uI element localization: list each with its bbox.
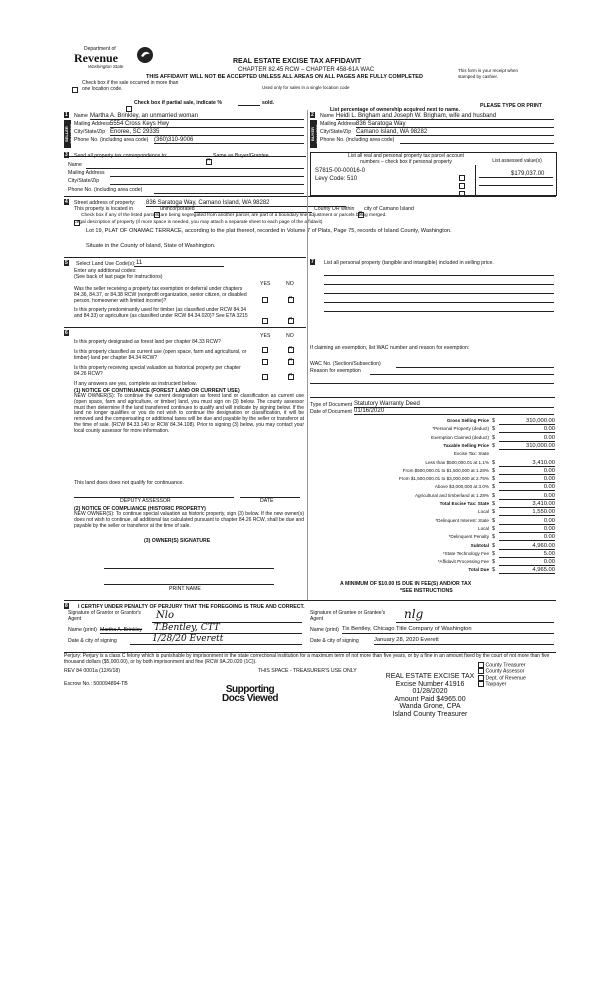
continuance-title: (1) NOTICE OF CONTINUANCE (FOREST LAND OR CURRENT USE) [74, 388, 240, 394]
tax-row-label: Local [478, 509, 489, 515]
tax-row-dollar: $ [492, 525, 495, 532]
located-label: This property is located in [74, 206, 134, 212]
additional-codes-label: Enter any additional codes: [74, 268, 137, 274]
buyer-mail[interactable]: 836 Saratoga Way [356, 121, 406, 127]
tax-row-amount[interactable]: 0.00 [499, 526, 555, 533]
corr-city-label: City/State/Zip [68, 178, 100, 184]
reason-field[interactable] [370, 374, 554, 375]
seller-mail-label: Mailing Address [74, 121, 111, 127]
tax-row-amount[interactable]: 5.00 [499, 551, 555, 558]
seller-phone-label: Phone No. (including area code) [74, 137, 149, 143]
corr-city-field[interactable] [110, 184, 304, 185]
print-note: PLEASE TYPE OR PRINT [480, 103, 542, 109]
grantee-date-label: Date & city of signing [310, 638, 359, 644]
tax-row-dollar: $ [492, 459, 495, 466]
land-use-section [64, 257, 306, 328]
parcel-list-label: List all real and personal property tax parcel account numbers – check box if personal property [348, 153, 464, 165]
buyer-mail-label: Mailing Address [320, 121, 357, 127]
tax-row-dollar: $ [492, 559, 495, 566]
s6-q3-no[interactable] [288, 368, 294, 386]
tax-row-dollar: $ [492, 484, 495, 491]
tax-row-label: Total Excise Tax: State [439, 501, 489, 506]
tax-row [310, 426, 555, 434]
grantor-date-label: Date & city of signing [68, 638, 117, 644]
tax-row-label: *Personal Property (deduct) [432, 426, 489, 432]
corr-name-label: Name [68, 162, 82, 168]
personal-property-section [310, 257, 555, 397]
seller-phone[interactable]: (360)310-9006 [154, 137, 194, 143]
tax-row-label: *State Technology Fee [442, 550, 489, 556]
personal-property-label: List all personal property (tangible and intangible) included in selling price. [324, 260, 494, 266]
tax-row-amount[interactable]: 4,965.00 [499, 567, 555, 574]
certification-section-number: 8 [65, 603, 68, 609]
pp-line-5[interactable] [324, 311, 554, 312]
tax-row-amount[interactable]: 4,960.00 [499, 543, 555, 550]
tax-row-label: Local [478, 525, 489, 531]
tax-row-label: *Delinquent Interest: State [435, 517, 489, 523]
copy-item: Dept. of Revenue [478, 675, 558, 681]
treasurer-space: THIS SPACE - TREASURER'S USE ONLY [258, 668, 357, 674]
partial-sale-field[interactable] [238, 105, 260, 106]
same-as-buyer-label: Same as Buyer/Grantee [213, 153, 269, 159]
tax-row-dollar: $ [492, 542, 495, 549]
s6-q2: Is this property classified as current use (open space, farm and agricultural, or timber) land per chapter 84.34 RCW? [74, 349, 247, 361]
tax-row-dollar: $ [492, 434, 495, 441]
historic-text: NEW OWNER(S): To continue special valuation as historic property, sign (3) below. If the new owner(s) does not wish to continue, all additional tax calculated pursuant to chapter 84.26 RCW, shall be due and payable by the seller or transferor at the time of sale. [74, 511, 304, 529]
county-or-label: County OR within [314, 206, 355, 212]
tax-row [310, 534, 555, 542]
multi-loc-note: Check box if the sale occurred in more than one location code. [82, 80, 179, 92]
corr-phone-label: Phone No. (including area code) [68, 187, 143, 193]
tax-row-amount[interactable]: 3,410.00 [499, 501, 555, 508]
doc-type[interactable]: Statutory Warranty Deed [354, 401, 420, 407]
single-loc-note: Used only for sales in a single location code [262, 85, 350, 90]
tax-row-label: Agricultural and timberland at 1.28% [414, 492, 489, 498]
street-address[interactable]: 836 Saratoga Way, Camano Island, WA 98282 [146, 200, 270, 206]
tax-row-amount[interactable]: 0.00 [499, 468, 555, 475]
receipt-note: This form is your receipt when stamped by cashier. [458, 68, 519, 79]
multi-loc-check[interactable] [72, 81, 78, 99]
unincorporated-label: unincorporated [160, 206, 195, 212]
s5-q2: Is this property predominantly used for timber (as classified under RCW 84.34 and 84.33) or agriculture (as classified under RCW 84.34.020)? See ETA 3215 [74, 307, 248, 319]
doc-date[interactable]: 01/16/2020 [354, 408, 385, 414]
tax-row-amount[interactable]: 0.00 [499, 476, 555, 483]
certify-text: I CERTIFY UNDER PENALTY OF PERJURY THAT THE FOREGOING IS TRUE AND CORRECT. [78, 604, 305, 610]
grantee-sig-label: Signature of Grantee or Grantee's Agent [310, 610, 386, 622]
buyer-tab: BUYER GRANTEE [310, 120, 317, 148]
tax-row-label: Exemption Claimed (deduct) [431, 434, 489, 440]
partial-sale-sold: sold. [262, 100, 275, 106]
seller-city[interactable]: Enoree, SC 29335 [110, 129, 160, 135]
pp-line-3[interactable] [324, 293, 554, 294]
grantor-name-handwritten[interactable]: T.Bentley, CTT [154, 623, 220, 633]
buyer-name[interactable]: Heidi L. Brigham and Joseph W. Brigham, wife and husband [336, 113, 497, 119]
form-chapter: CHAPTER 82.45 RCW – CHAPTER 458-61A WAC [238, 67, 375, 73]
certification-section [64, 600, 556, 657]
s5-q1: Was the seller receiving a property tax exemption or deferral under chapters 84.36, 84.37, or 84.38 RCW (nonprofit organization, senior citizen, or disabled person, homeowner with limited income)? [74, 286, 247, 304]
s5-q1-yes[interactable] [262, 291, 268, 309]
tax-row-label: From $1,500,000.01 to $3,000,000 at 2.75% [398, 476, 489, 482]
tax-row-dollar: $ [492, 509, 495, 516]
grantee-name-label: Name (print) [310, 627, 339, 633]
copy-item: County Assessor [478, 668, 558, 674]
seller-tab: SELLER GRANTOR [64, 120, 71, 148]
logo-state: Washington State [88, 64, 124, 69]
tax-row-amount[interactable]: 0.00 [499, 493, 555, 500]
s5-yes: YES [260, 281, 271, 287]
tax-row-label: Excise Tax: State [453, 451, 489, 457]
s5-q1-no[interactable] [288, 291, 294, 309]
tax-row-dollar: $ [492, 467, 495, 474]
grantor-sig-label: Signature of Grantor or Grantor's Agent [68, 610, 141, 622]
see-back-note: (See back of last page for instructions) [74, 274, 163, 280]
continuance-text: NEW OWNER(S): To continue the current designation as forest land or classification as current use (open space, farm and agriculture, or timber) land, you must sign on (3) below. The county assessor must then determine if the land transferred continues to qualify and will indicate by signing below. If the land no longer qualifies or you do not wish to continue the designation or classification, it will be removed and the compensating or additional taxes will be due and payable by the seller or transferor at the time of sale. (RCW 84.33.140 or RCW 84.34.108). Prior to signing (3) below, you may contact your local county assessor for more information. [74, 393, 304, 434]
reason-field-2[interactable] [310, 383, 554, 384]
tax-row-amount[interactable]: 3,410.00 [499, 460, 555, 467]
street-label: Street address of property: [74, 200, 136, 206]
tax-row [310, 551, 555, 559]
seller-section [64, 110, 306, 157]
personal-property-section-number: 7 [311, 259, 314, 265]
tax-row [310, 493, 555, 501]
percent-ownership-note: List percentage of ownership acquired next to name. [330, 107, 461, 113]
s6-q1: Is this property designated as forest land per chapter 84.33 RCW? [74, 339, 221, 345]
tax-row-amount[interactable]: 1,550.00 [499, 509, 555, 516]
tax-row-amount[interactable]: 0.00 [499, 426, 555, 433]
s6-no: NO [286, 333, 294, 339]
tax-row-label: Total Due [468, 567, 489, 573]
tax-rows [310, 418, 555, 574]
seller-section-number: 1 [65, 112, 68, 118]
tax-row [310, 451, 555, 459]
treasurer-stamp [370, 673, 490, 719]
levy-code[interactable]: Levy Code: 510 [315, 176, 358, 182]
owner-signature-title: (3) OWNER(S) SIGNATURE [144, 538, 211, 544]
correspondence-section-number: 3 [65, 152, 68, 158]
tax-row-dollar: $ [492, 517, 495, 524]
seller-city-label: City/State/Zip [74, 129, 106, 135]
grantee-signature[interactable]: nlg [404, 607, 424, 621]
perjury-note: Perjury: Perjury is a class C felony which is punishable by imprisonment in the state correctional institution for a maximum term of not more than five years, or by a fine in an amount fixed by the court of not more than five thousand dollars ($5,000.00), or by both imprisonment and fine (RCW 9A.20.020 (1C)). [64, 652, 556, 666]
tax-row [310, 567, 555, 575]
tax-row-label: *Affidavit Processing Fee [437, 559, 489, 565]
s6-yes: YES [260, 333, 271, 339]
property-section [64, 196, 556, 255]
doc-date-label: Date of Document [310, 409, 352, 415]
print-name-label: PRINT NAME [169, 586, 201, 592]
legal-label: Legal description of property (if more space is needed, you may attach a separate sheet to each page of the affidavit) [74, 220, 323, 225]
corr-name-field[interactable] [86, 168, 304, 169]
docs-viewed-line-1: Supporting [225, 684, 275, 695]
print-name-line[interactable] [104, 584, 274, 585]
tax-row-amount[interactable]: 0.00 [499, 484, 555, 491]
tax-row-label: From $500,000.01 to $1,500,000 at 1.28% [402, 467, 489, 473]
buyer-phone-label: Phone No. (including area code) [320, 137, 395, 143]
parcel-box [310, 152, 557, 196]
tax-row-amount[interactable]: 310,000.00 [499, 418, 555, 425]
stamp-line-5: Wanda Grone, CPA [399, 703, 461, 711]
tax-row-dollar: $ [492, 492, 495, 499]
deputy-date-label: DATE [260, 498, 274, 504]
tax-row-dollar: $ [492, 501, 495, 507]
tax-row-label: Gross Selling Price [446, 418, 489, 423]
escrow-number: Escrow No.: 500094894-TB [64, 681, 128, 687]
send-correspondence-label: Send all property tax correspondence to: [74, 153, 168, 159]
tax-row [310, 460, 555, 468]
legal-description[interactable]: Lot 19, PLAT OF ONAMAC TERRACE, according to the plat thereof, recorded in Volume 7 of Plats, Page 75, records of Island County, Washington. [86, 228, 452, 234]
copy-distribution [478, 662, 558, 688]
grantor-signature[interactable]: Nlo [156, 610, 174, 621]
tax-row [310, 526, 555, 534]
minimum-note: A MINIMUM OF $10.00 IS DUE IN FEE(S) AND/OR TAX [340, 581, 472, 587]
corr-phone-field[interactable] [154, 193, 304, 194]
tax-row-dollar: $ [492, 442, 495, 449]
dor-logo-icon [135, 46, 155, 64]
s6-note: If any answers are yes, complete as instructed below. [74, 381, 197, 387]
tax-row [310, 509, 555, 517]
stamp-line-1: REAL ESTATE EXCISE TAX [385, 673, 475, 680]
s6-q3: Is this property receiving special valuation as historical property per chapter 84.26 RCW? [74, 365, 241, 377]
copy-item: County Treasurer [478, 662, 558, 668]
city-label: city of Camano Island [364, 206, 414, 212]
seller-name[interactable]: Martha A. Brinkley, an unmarried woman [90, 113, 198, 119]
pp-line-1[interactable] [324, 275, 554, 276]
tax-row-dollar: $ [492, 567, 495, 574]
exemption-reason-label: Reason for exemption [310, 368, 361, 374]
buyer-city-label: City/State/Zip [320, 129, 352, 135]
stamp-line-2: Excise Number 41916 [395, 680, 465, 688]
rev-number: REV 84 0001a (12/6/18) [64, 668, 120, 674]
assessed-value[interactable]: $179,037.00 [511, 171, 545, 177]
property-section-number: 4 [65, 199, 68, 205]
tax-row-dollar: $ [492, 550, 495, 557]
wac-field[interactable] [396, 367, 554, 368]
tax-row [310, 484, 555, 492]
tax-row-dollar: $ [492, 534, 495, 541]
tax-row [310, 559, 555, 567]
owner-signature-line[interactable] [104, 568, 274, 569]
tax-row-amount[interactable]: 0.00 [499, 435, 555, 442]
partial-sale-label: Check box if partial sale, indicate % [134, 100, 222, 106]
exemption-claim-label: If claiming an exemption, list WAC number and reason for exemption: [310, 345, 470, 351]
tax-row [310, 443, 555, 451]
correspondence-section [64, 152, 306, 196]
tax-row-label: Above $3,000,000 at 3.0% [434, 484, 489, 490]
grantor-name-label: Name (print) [68, 627, 97, 633]
stamp-line-3: 01/28/2020 [412, 688, 448, 696]
tax-row-amount[interactable]: 0.00 [499, 518, 555, 525]
seller-mail[interactable]: 5554 Cross Keys Hwy [110, 121, 170, 127]
grantee-date[interactable]: January 28, 2020 Everett [374, 637, 439, 643]
pp-line-2[interactable] [324, 284, 554, 285]
situate[interactable]: Situate in the County of Island, State of Washington. [86, 243, 216, 249]
tax-row-label: Taxable Selling Price [443, 442, 489, 448]
buyer-section-number: 2 [311, 112, 314, 118]
buyer-name-label: Name [320, 113, 334, 119]
grantor-name-struck: Martha A. Brinkley [100, 627, 143, 633]
tax-row [310, 435, 555, 443]
form-warning: THIS AFFIDAVIT WILL NOT BE ACCEPTED UNLESS ALL AREAS ON ALL PAGES ARE FULLY COMPLETED [146, 74, 423, 80]
s5-no: NO [286, 281, 294, 287]
tax-row-amount[interactable]: 310,000.00 [499, 443, 555, 450]
designation-section-number: 6 [65, 330, 68, 336]
tax-row-label: Subtotal [470, 542, 489, 548]
tax-row [310, 518, 555, 526]
wac-label: WAC No. (Section/Subsection) [310, 361, 381, 367]
qualify-text: This land does does not qualify for continuance. [74, 480, 184, 486]
tax-row [310, 543, 555, 551]
land-use-code[interactable]: 11 [136, 260, 143, 266]
corr-mail-label: Mailing Address [68, 170, 105, 176]
tax-row [310, 468, 555, 476]
doc-type-label: Type of Document [310, 402, 353, 408]
copy-item: Taxpayer [478, 681, 558, 687]
grantee-name[interactable]: Tix Bentley, Chicago Title Company of Washington [342, 626, 472, 632]
historic-title: (2) NOTICE OF COMPLIANCE (HISTORIC PROPERTY) [74, 506, 206, 512]
deputy-assessor-label: DEPUTY ASSESSOR [120, 498, 171, 504]
tax-row [310, 476, 555, 484]
segregated-label: Check box if any of the listed parcels are being segregated from another parcel, are part of a boundary line adjustment or parcels being merged. [81, 213, 387, 218]
corr-mail-field[interactable] [110, 176, 304, 177]
tax-row-amount[interactable]: 0.00 [499, 534, 555, 541]
tax-row-label: *Delinquent Penalty [448, 534, 489, 540]
docs-viewed-stamp [220, 685, 280, 703]
logo-agency: Revenue [74, 51, 118, 65]
buyer-section [310, 110, 555, 156]
tax-row-dollar: $ [492, 418, 495, 424]
s6-q3-yes[interactable] [262, 368, 268, 386]
land-use-section-number: 5 [65, 260, 68, 266]
form-title: REAL ESTATE EXCISE TAX AFFIDAVIT [233, 58, 362, 65]
tax-row-label: Less than $500,000.01 at 1.1% [425, 459, 489, 465]
see-instructions: *SEE INSTRUCTIONS [400, 588, 453, 594]
tax-row-dollar: $ [492, 476, 495, 483]
docs-viewed-line-2: Docs Viewed [221, 693, 278, 704]
stamp-line-6: Island County Treasurer [392, 710, 468, 718]
land-use-label: Select Land Use Code(s): [76, 261, 136, 267]
designation-section [64, 327, 306, 600]
assessed-label: List assessed value(s) [492, 158, 542, 164]
tax-row [310, 501, 555, 509]
stamp-line-4: Amount Paid $4965.00 [394, 695, 466, 703]
pp-line-4[interactable] [324, 302, 554, 303]
logo-dept: Department of [84, 46, 116, 52]
buyer-phone-field[interactable] [400, 143, 554, 144]
parcel-number[interactable]: S7815-00-00016-0 [315, 168, 366, 174]
tax-row-dollar: $ [492, 426, 495, 433]
tax-row [310, 418, 555, 426]
grantor-date[interactable]: 1/28/20 Everett [152, 634, 224, 644]
tax-row-amount[interactable]: 0.00 [499, 559, 555, 566]
dor-logo [74, 46, 164, 72]
seller-name-label: Name [74, 113, 88, 119]
tax-calculation [310, 397, 555, 598]
buyer-city[interactable]: Camano Island, WA 98282 [356, 129, 428, 135]
